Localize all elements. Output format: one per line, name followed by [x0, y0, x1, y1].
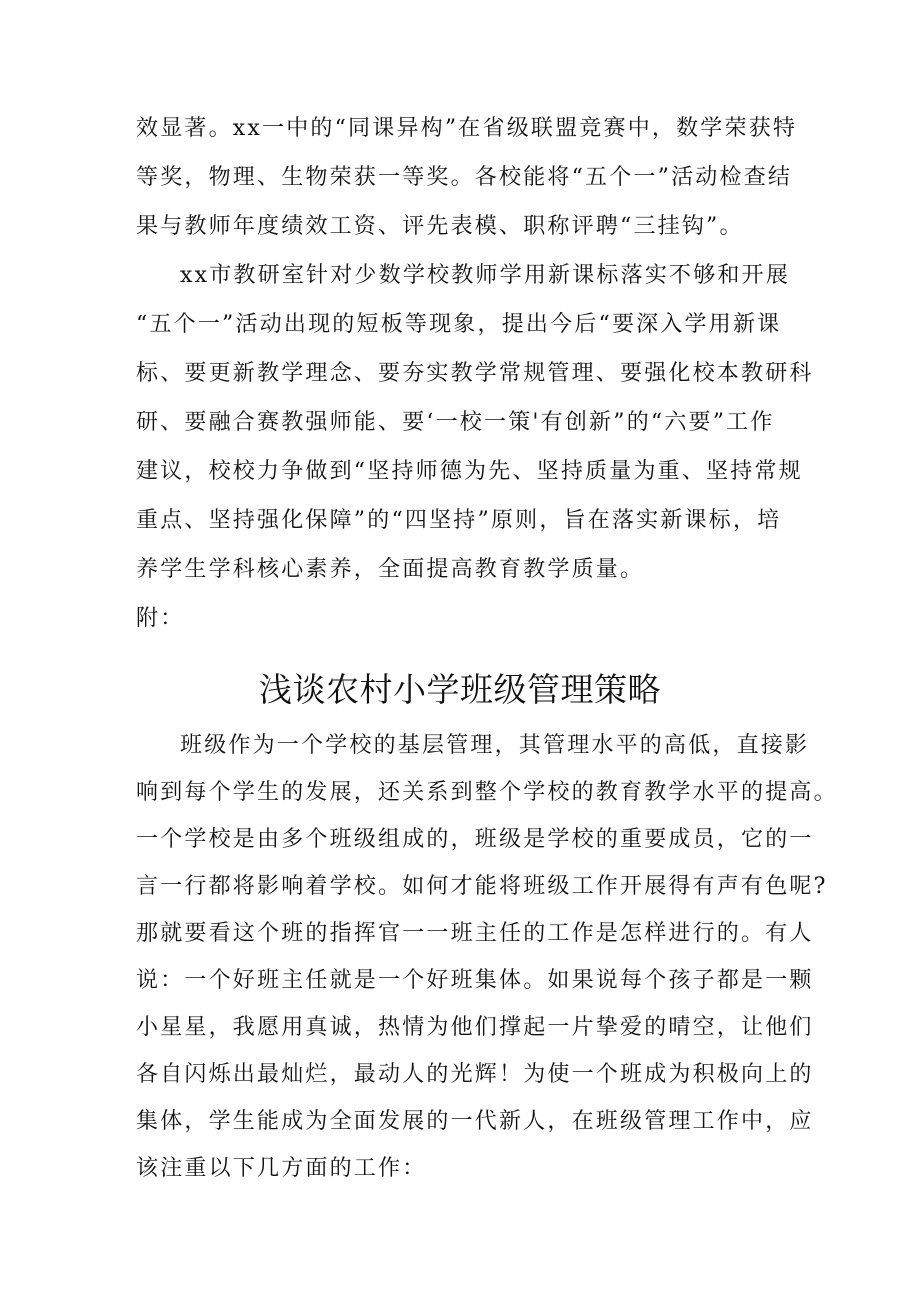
- paragraph2-line-6: 重点、坚持强化保障”的“四坚持”原则，旨在落实新课标，培: [136, 508, 782, 533]
- paragraph2-line-2: “五个一”活动出现的短板等现象，提出今后“要深入学用新课: [136, 312, 782, 337]
- paragraph2-line-7: 养学生学科核心素养，全面提高教育教学质量。: [136, 557, 645, 582]
- paragraph2-line-5: 建议，校校力争做到“坚持师德为先、坚持质量为重、坚持常规: [136, 459, 803, 484]
- article-line-7: 小星星，我愿用真诚，热情为他们撑起一片挚爱的晴空，让他们: [136, 1015, 814, 1040]
- paragraph2-line-4: 研、要融合赛教强师能、要‘一校一策'有创新”的“六要”工作: [136, 410, 775, 435]
- continuation-line-3: 果与教师年度绩效工资、评先表模、职称评聘“三挂钩”。: [136, 214, 744, 239]
- paragraph2-line-3: 标、要更新教学理念、要夯实教学常规管理、要强化校本教研科: [136, 361, 814, 386]
- article-title: 浅谈农村小学班级管理策略: [259, 670, 661, 709]
- continuation-line-1: 效显著。xx一中的“同课异构”在省级联盟竞赛中，数学荣获特: [136, 116, 798, 141]
- paragraph2-line-1: xx市教研室针对少数学校教师学用新课标落实不够和开展: [180, 263, 791, 288]
- article-line-3: 一个学校是由多个班级组成的，班级是学校的重要成员，它的一: [136, 827, 814, 852]
- article-line-4: 言一行都将影响着学校。如何才能将班级工作开展得有声有色呢?: [136, 874, 828, 899]
- article-line-8: 各自闪烁出最灿烂，最动人的光辉！为使一个班成为积极向上的: [136, 1062, 814, 1087]
- continuation-line-2: 等奖，物理、生物荣获一等奖。各校能将“五个一”活动检查结: [136, 165, 793, 190]
- article-line-9: 集体，学生能成为全面发展的一代新人，在班级管理工作中，应: [136, 1109, 814, 1134]
- article-line-2: 响到每个学生的发展，还关系到整个学校的教育教学水平的提高。: [136, 780, 838, 805]
- article-line-10: 该注重以下几方面的工作：: [136, 1156, 427, 1181]
- article-line-1: 班级作为一个学校的基层管理，其管理水平的高低，直接影: [180, 733, 810, 758]
- article-line-5: 那就要看这个班的指挥官一一班主任的工作是怎样进行的。有人: [136, 921, 814, 946]
- article-line-6: 说：一个好班主任就是一个好班集体。如果说每个孩子都是一颗: [136, 968, 814, 993]
- appendix-label: 附：: [136, 606, 185, 631]
